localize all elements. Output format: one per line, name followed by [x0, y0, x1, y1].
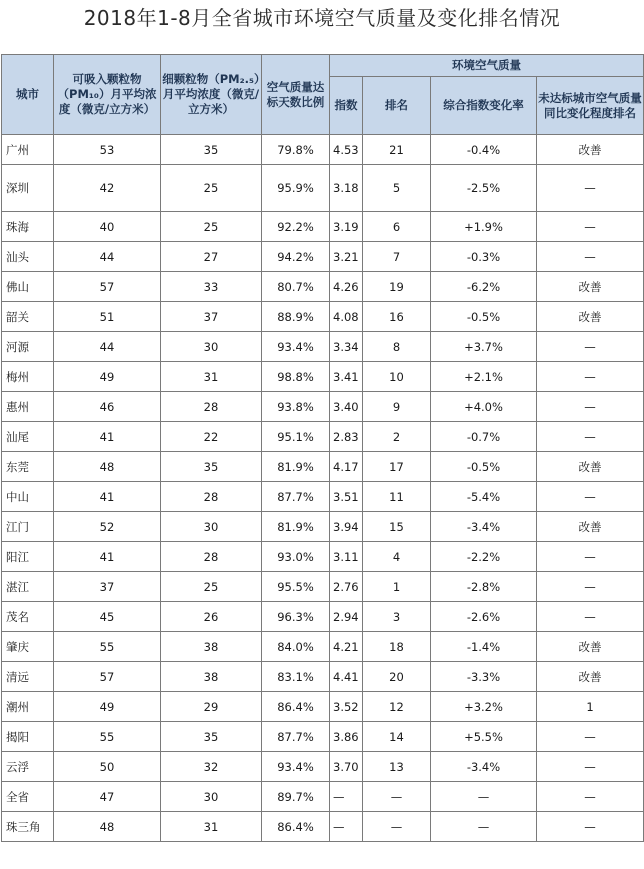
city-cell: 惠州: [2, 392, 54, 422]
table-row: [2, 482, 644, 512]
substandard-rank-cell: 改善: [537, 662, 644, 692]
pm25-cell: 38: [161, 662, 262, 692]
rank-cell: —: [363, 812, 431, 842]
ratio-cell: 81.9%: [262, 452, 330, 482]
header-ratio: 空气质量达标天数比例: [262, 55, 330, 135]
table-row: [2, 692, 644, 722]
index-cell: 4.53: [330, 135, 363, 165]
city-cell: 茂名: [2, 602, 54, 632]
index-cell: 2.76: [330, 572, 363, 602]
table-row: [2, 362, 644, 392]
substandard-rank-cell: —: [537, 812, 644, 842]
header-group: 环境空气质量: [330, 55, 644, 77]
table-row: [2, 722, 644, 752]
ratio-cell: 89.7%: [262, 782, 330, 812]
rank-cell: 18: [363, 632, 431, 662]
change-cell: -2.8%: [431, 572, 537, 602]
pm10-cell: 51: [54, 302, 161, 332]
ratio-cell: 79.8%: [262, 135, 330, 165]
pm10-cell: 57: [54, 272, 161, 302]
city-cell: 云浮: [2, 752, 54, 782]
ratio-cell: 94.2%: [262, 242, 330, 272]
index-cell: 3.21: [330, 242, 363, 272]
pm25-cell: 25: [161, 572, 262, 602]
pm10-cell: 44: [54, 332, 161, 362]
pm10-cell: 50: [54, 752, 161, 782]
city-cell: 肇庆: [2, 632, 54, 662]
table-row: [2, 135, 644, 165]
city-cell: 江门: [2, 512, 54, 542]
ratio-cell: 93.0%: [262, 542, 330, 572]
city-cell: 阳江: [2, 542, 54, 572]
rank-cell: 4: [363, 542, 431, 572]
header-change: 综合指数变化率: [431, 77, 537, 135]
pm25-cell: 28: [161, 392, 262, 422]
rank-cell: 14: [363, 722, 431, 752]
header-pm25: 细颗粒物（PM₂.₅）月平均浓度（微克/立方米）: [161, 55, 262, 135]
change-cell: +3.7%: [431, 332, 537, 362]
rank-cell: 7: [363, 242, 431, 272]
rank-cell: 15: [363, 512, 431, 542]
ratio-cell: 86.4%: [262, 692, 330, 722]
change-cell: -0.4%: [431, 135, 537, 165]
substandard-rank-cell: —: [537, 362, 644, 392]
rank-cell: 21: [363, 135, 431, 165]
ratio-cell: 80.7%: [262, 272, 330, 302]
header-substandard: 未达标城市空气质量同比变化程度排名: [537, 77, 644, 135]
air-quality-table: [1, 54, 644, 842]
index-cell: 4.17: [330, 452, 363, 482]
index-cell: 3.51: [330, 482, 363, 512]
city-cell: 韶关: [2, 302, 54, 332]
ratio-cell: 93.8%: [262, 392, 330, 422]
ratio-cell: 93.4%: [262, 332, 330, 362]
table-row: [2, 662, 644, 692]
pm10-cell: 55: [54, 632, 161, 662]
change-cell: -2.6%: [431, 602, 537, 632]
header-city: 城市: [2, 55, 54, 135]
substandard-rank-cell: —: [537, 602, 644, 632]
index-cell: —: [330, 782, 363, 812]
pm25-cell: 25: [161, 212, 262, 242]
pm10-cell: 44: [54, 242, 161, 272]
table-row: [2, 242, 644, 272]
index-cell: 3.86: [330, 722, 363, 752]
table-row: [2, 452, 644, 482]
index-cell: 4.08: [330, 302, 363, 332]
page-title: 2018年1-8月全省城市环境空气质量及变化排名情况: [83, 6, 561, 30]
substandard-rank-cell: 改善: [537, 302, 644, 332]
rank-cell: 13: [363, 752, 431, 782]
table-row: [2, 302, 644, 332]
pm25-cell: 28: [161, 542, 262, 572]
pm10-cell: 45: [54, 602, 161, 632]
pm25-cell: 30: [161, 332, 262, 362]
city-cell: 潮州: [2, 692, 54, 722]
change-cell: -0.5%: [431, 452, 537, 482]
table-row: [2, 782, 644, 812]
rank-cell: 20: [363, 662, 431, 692]
pm10-cell: 48: [54, 812, 161, 842]
rank-cell: 10: [363, 362, 431, 392]
change-cell: -2.5%: [431, 165, 537, 212]
pm10-cell: 42: [54, 165, 161, 212]
change-cell: -0.3%: [431, 242, 537, 272]
pm25-cell: 31: [161, 362, 262, 392]
pm10-cell: 55: [54, 722, 161, 752]
ratio-cell: 84.0%: [262, 632, 330, 662]
table-row: [2, 165, 644, 212]
rank-cell: 1: [363, 572, 431, 602]
change-cell: -1.4%: [431, 632, 537, 662]
substandard-rank-cell: —: [537, 422, 644, 452]
change-cell: —: [431, 812, 537, 842]
table-row: [2, 632, 644, 662]
ratio-cell: 92.2%: [262, 212, 330, 242]
pm10-cell: 52: [54, 512, 161, 542]
index-cell: 3.94: [330, 512, 363, 542]
substandard-rank-cell: —: [537, 722, 644, 752]
pm10-cell: 41: [54, 482, 161, 512]
rank-cell: 3: [363, 602, 431, 632]
pm25-cell: 28: [161, 482, 262, 512]
table-row: [2, 542, 644, 572]
change-cell: -0.5%: [431, 302, 537, 332]
city-cell: 汕尾: [2, 422, 54, 452]
table-row: [2, 272, 644, 302]
substandard-rank-cell: —: [537, 572, 644, 602]
city-cell: 广州: [2, 135, 54, 165]
substandard-rank-cell: —: [537, 165, 644, 212]
city-cell: 汕头: [2, 242, 54, 272]
pm10-cell: 41: [54, 422, 161, 452]
table-row: [2, 392, 644, 422]
pm25-cell: 29: [161, 692, 262, 722]
index-cell: 2.83: [330, 422, 363, 452]
pm25-cell: 26: [161, 602, 262, 632]
table-row: [2, 572, 644, 602]
pm10-cell: 57: [54, 662, 161, 692]
header-pm10: 可吸入颗粒物（PM₁₀）月平均浓度（微克/立方米）: [54, 55, 161, 135]
pm10-cell: 49: [54, 692, 161, 722]
ratio-cell: 88.9%: [262, 302, 330, 332]
pm25-cell: 31: [161, 812, 262, 842]
pm25-cell: 37: [161, 302, 262, 332]
substandard-rank-cell: —: [537, 332, 644, 362]
rank-cell: 12: [363, 692, 431, 722]
pm25-cell: 35: [161, 135, 262, 165]
pm10-cell: 47: [54, 782, 161, 812]
index-cell: 4.41: [330, 662, 363, 692]
substandard-rank-cell: 改善: [537, 452, 644, 482]
change-cell: +2.1%: [431, 362, 537, 392]
substandard-rank-cell: —: [537, 392, 644, 422]
table-row: [2, 812, 644, 842]
rank-cell: 6: [363, 212, 431, 242]
change-cell: +1.9%: [431, 212, 537, 242]
ratio-cell: 98.8%: [262, 362, 330, 392]
change-cell: -2.2%: [431, 542, 537, 572]
rank-cell: 11: [363, 482, 431, 512]
table-row: [2, 512, 644, 542]
pm10-cell: 49: [54, 362, 161, 392]
city-cell: 中山: [2, 482, 54, 512]
city-cell: 全省: [2, 782, 54, 812]
substandard-rank-cell: 改善: [537, 135, 644, 165]
index-cell: 3.11: [330, 542, 363, 572]
ratio-cell: 87.7%: [262, 722, 330, 752]
index-cell: 3.34: [330, 332, 363, 362]
pm10-cell: 41: [54, 542, 161, 572]
header-rank: 排名: [363, 77, 431, 135]
pm10-cell: 48: [54, 452, 161, 482]
substandard-rank-cell: —: [537, 482, 644, 512]
substandard-rank-cell: 1: [537, 692, 644, 722]
index-cell: 3.70: [330, 752, 363, 782]
pm25-cell: 25: [161, 165, 262, 212]
pm10-cell: 46: [54, 392, 161, 422]
change-cell: -5.4%: [431, 482, 537, 512]
index-cell: 3.41: [330, 362, 363, 392]
table-row: [2, 212, 644, 242]
pm10-cell: 37: [54, 572, 161, 602]
city-cell: 珠三角: [2, 812, 54, 842]
city-cell: 揭阳: [2, 722, 54, 752]
ratio-cell: 95.9%: [262, 165, 330, 212]
ratio-cell: 93.4%: [262, 752, 330, 782]
ratio-cell: 96.3%: [262, 602, 330, 632]
table-row: [2, 752, 644, 782]
ratio-cell: 87.7%: [262, 482, 330, 512]
change-cell: -3.4%: [431, 512, 537, 542]
table-row: [2, 602, 644, 632]
index-cell: 3.40: [330, 392, 363, 422]
index-cell: 3.18: [330, 165, 363, 212]
change-cell: —: [431, 782, 537, 812]
change-cell: -3.4%: [431, 752, 537, 782]
pm25-cell: 35: [161, 722, 262, 752]
change-cell: -0.7%: [431, 422, 537, 452]
index-cell: 3.52: [330, 692, 363, 722]
change-cell: +4.0%: [431, 392, 537, 422]
substandard-rank-cell: —: [537, 752, 644, 782]
change-cell: +5.5%: [431, 722, 537, 752]
city-cell: 清远: [2, 662, 54, 692]
index-cell: 2.94: [330, 602, 363, 632]
header-index: 指数: [330, 77, 363, 135]
city-cell: 珠海: [2, 212, 54, 242]
index-cell: 4.21: [330, 632, 363, 662]
city-cell: 梅州: [2, 362, 54, 392]
city-cell: 河源: [2, 332, 54, 362]
ratio-cell: 95.1%: [262, 422, 330, 452]
substandard-rank-cell: —: [537, 782, 644, 812]
pm25-cell: 32: [161, 752, 262, 782]
rank-cell: 17: [363, 452, 431, 482]
city-cell: 佛山: [2, 272, 54, 302]
table-body: [2, 135, 644, 842]
ratio-cell: 83.1%: [262, 662, 330, 692]
index-cell: 3.19: [330, 212, 363, 242]
pm25-cell: 30: [161, 782, 262, 812]
pm25-cell: 38: [161, 632, 262, 662]
ratio-cell: 95.5%: [262, 572, 330, 602]
pm25-cell: 30: [161, 512, 262, 542]
pm10-cell: 40: [54, 212, 161, 242]
pm25-cell: 33: [161, 272, 262, 302]
rank-cell: 16: [363, 302, 431, 332]
change-cell: +3.2%: [431, 692, 537, 722]
substandard-rank-cell: 改善: [537, 512, 644, 542]
ratio-cell: 86.4%: [262, 812, 330, 842]
rank-cell: 9: [363, 392, 431, 422]
pm10-cell: 53: [54, 135, 161, 165]
rank-cell: 8: [363, 332, 431, 362]
index-cell: —: [330, 812, 363, 842]
header-row-1: [2, 55, 644, 77]
substandard-rank-cell: 改善: [537, 632, 644, 662]
ratio-cell: 81.9%: [262, 512, 330, 542]
change-cell: -6.2%: [431, 272, 537, 302]
change-cell: -3.3%: [431, 662, 537, 692]
substandard-rank-cell: —: [537, 212, 644, 242]
city-cell: 深圳: [2, 165, 54, 212]
substandard-rank-cell: —: [537, 542, 644, 572]
pm25-cell: 35: [161, 452, 262, 482]
pm25-cell: 22: [161, 422, 262, 452]
table-row: [2, 332, 644, 362]
city-cell: 东莞: [2, 452, 54, 482]
index-cell: 4.26: [330, 272, 363, 302]
substandard-rank-cell: —: [537, 242, 644, 272]
pm25-cell: 27: [161, 242, 262, 272]
rank-cell: 19: [363, 272, 431, 302]
rank-cell: —: [363, 782, 431, 812]
substandard-rank-cell: 改善: [537, 272, 644, 302]
table-row: [2, 422, 644, 452]
rank-cell: 2: [363, 422, 431, 452]
city-cell: 湛江: [2, 572, 54, 602]
rank-cell: 5: [363, 165, 431, 212]
